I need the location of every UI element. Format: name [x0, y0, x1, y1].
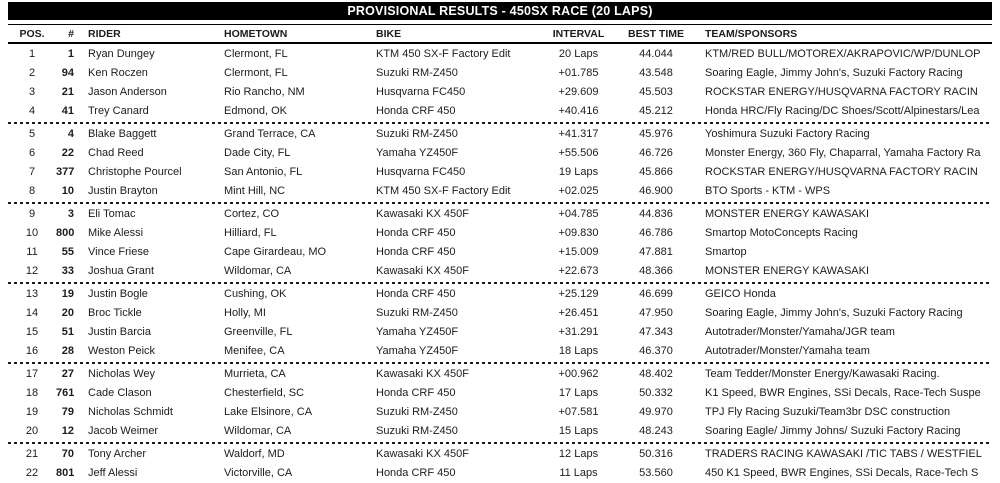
cell-team: Smartop MotoConcepts Racing [705, 227, 858, 239]
cell-number: 28 [61, 345, 74, 357]
cell-pos: 12 [25, 265, 39, 277]
cell-pos: 1 [28, 48, 36, 60]
cell-team: Soaring Eagle/ Jimmy Johns/ Suzuki Factory Racing [705, 425, 961, 437]
cell-pos: 13 [25, 288, 39, 300]
cell-number: 12 [61, 425, 74, 437]
cell-number: 21 [61, 86, 74, 98]
results-rows [8, 44, 992, 483]
cell-number: 19 [61, 288, 74, 300]
cell-team: Soaring Eagle, Jimmy John's, Suzuki Factory Racing [705, 67, 963, 79]
cell-team: ROCKSTAR ENERGY/HUSQVARNA FACTORY RACIN [705, 86, 978, 98]
cell-bike: Honda CRF 450 [376, 105, 456, 117]
cell-hometown: Wildomar, CA [224, 265, 292, 277]
cell-pos: 14 [25, 307, 39, 319]
cell-interval: 20 Laps [558, 48, 599, 60]
cell-best-time: 43.548 [639, 67, 673, 79]
cell-team: KTM/RED BULL/MOTOREX/AKRAPOVIC/WP/DUNLOP [705, 48, 981, 60]
cell-best-time: 46.699 [639, 288, 673, 300]
cell-bike: Yamaha YZ450F [376, 345, 459, 357]
cell-hometown: Menifee, CA [224, 345, 285, 357]
cell-best-time: 45.212 [639, 105, 673, 117]
table-row [8, 163, 992, 182]
cell-pos: 18 [25, 387, 39, 399]
cell-bike: Suzuki RM-Z450 [376, 67, 458, 79]
cell-rider: Jason Anderson [88, 86, 167, 98]
cell-pos: 17 [25, 368, 39, 380]
cell-number: 51 [61, 326, 74, 338]
cell-bike: Suzuki RM-Z450 [376, 128, 458, 140]
cell-interval: +41.317 [558, 128, 599, 140]
cell-pos: 4 [28, 105, 36, 117]
cell-interval: +09.830 [558, 227, 599, 239]
cell-pos: 9 [28, 208, 36, 220]
group-separator [8, 282, 992, 284]
results-sheet [0, 2, 1000, 482]
cell-team: Monster Energy, 360 Fly, Chaparral, Yamaha Factory Ra [705, 147, 981, 159]
cell-bike: Honda CRF 450 [376, 227, 456, 239]
cell-pos: 16 [25, 345, 39, 357]
cell-rider: Justin Bogle [88, 288, 148, 300]
cell-hometown: Wildomar, CA [224, 425, 292, 437]
table-row [8, 323, 992, 342]
cell-team: K1 Speed, BWR Engines, SSi Decals, Race-Tech Suspe [705, 387, 981, 399]
cell-rider: Broc Tickle [88, 307, 142, 319]
cell-best-time: 44.044 [639, 48, 673, 60]
cell-number: 801 [56, 467, 74, 479]
title-bar [8, 2, 992, 20]
cell-interval: +15.009 [558, 246, 599, 258]
cell-pos: 2 [28, 67, 36, 79]
cell-team: BTO Sports - KTM - WPS [705, 185, 831, 197]
cell-bike: Yamaha YZ450F [376, 326, 459, 338]
cell-interval: +22.673 [558, 265, 599, 277]
cell-rider: Jacob Weimer [88, 425, 159, 437]
group-separator [8, 362, 992, 364]
group-separator [8, 122, 992, 124]
cell-number: 1 [67, 48, 74, 60]
cell-bike: Honda CRF 450 [376, 387, 456, 399]
cell-rider: Vince Friese [88, 246, 149, 258]
cell-bike: Husqvarna FC450 [376, 166, 466, 178]
cell-bike: Suzuki RM-Z450 [376, 425, 458, 437]
table-row [8, 422, 992, 441]
cell-hometown: Cortez, CO [224, 208, 280, 220]
col-header-team: TEAM/SPONSORS [705, 27, 798, 40]
cell-best-time: 48.366 [639, 265, 673, 277]
table-row [8, 224, 992, 243]
table-row [8, 403, 992, 422]
cell-rider: Cade Clason [88, 387, 152, 399]
cell-team: 450 K1 Speed, BWR Engines, SSi Decals, Race-Tech S [705, 467, 979, 479]
cell-rider: Trey Canard [88, 105, 149, 117]
cell-hometown: Clermont, FL [224, 67, 288, 79]
cell-rider: Chad Reed [88, 147, 144, 159]
cell-number: 33 [61, 265, 74, 277]
cell-team: TPJ Fly Racing Suzuki/Team3br DSC construction [705, 406, 951, 418]
cell-rider: Christophe Pourcel [88, 166, 182, 178]
cell-hometown: Hilliard, FL [224, 227, 277, 239]
col-header-bike: BIKE [376, 27, 402, 40]
cell-team: Autotrader/Monster/Yamaha/JGR team [705, 326, 895, 338]
cell-number: 800 [56, 227, 74, 239]
cell-rider: Justin Barcia [88, 326, 151, 338]
group-separator [8, 202, 992, 204]
cell-hometown: Greenville, FL [224, 326, 293, 338]
col-header-interval: INTERVAL [552, 27, 605, 40]
cell-rider: Weston Peick [88, 345, 156, 357]
cell-pos: 22 [25, 467, 39, 479]
cell-interval: 11 Laps [559, 467, 598, 479]
cell-best-time: 46.370 [639, 345, 673, 357]
cell-bike: Kawasaki KX 450F [376, 208, 469, 220]
cell-team: GEICO Honda [705, 288, 776, 300]
table-row [8, 445, 992, 464]
cell-pos: 6 [28, 147, 36, 159]
table-row [8, 384, 992, 403]
cell-pos: 19 [25, 406, 39, 418]
cell-hometown: Cape Girardeau, MO [224, 246, 327, 258]
cell-hometown: Waldorf, MD [224, 448, 285, 460]
table-row [8, 365, 992, 384]
cell-bike: Husqvarna FC450 [376, 86, 466, 98]
cell-rider: Ken Roczen [88, 67, 148, 79]
cell-best-time: 49.970 [639, 406, 673, 418]
cell-interval: 12 Laps [558, 448, 599, 460]
cell-hometown: Grand Terrace, CA [224, 128, 316, 140]
cell-best-time: 46.900 [639, 185, 673, 197]
table-row [8, 243, 992, 262]
cell-best-time: 48.243 [639, 425, 673, 437]
cell-number: 22 [61, 147, 74, 159]
cell-hometown: San Antonio, FL [224, 166, 303, 178]
cell-best-time: 50.332 [639, 387, 673, 399]
cell-pos: 10 [25, 227, 39, 239]
cell-best-time: 50.316 [639, 448, 673, 460]
cell-rider: Tony Archer [88, 448, 147, 460]
cell-pos: 8 [28, 185, 36, 197]
results-table [8, 24, 992, 483]
cell-team: ROCKSTAR ENERGY/HUSQVARNA FACTORY RACIN [705, 166, 978, 178]
cell-hometown: Clermont, FL [224, 48, 288, 60]
cell-hometown: Chesterfield, SC [224, 387, 305, 399]
table-row [8, 285, 992, 304]
cell-bike: KTM 450 SX-F Factory Edit [376, 185, 511, 197]
cell-hometown: Mint Hill, NC [224, 185, 286, 197]
cell-interval: +00.962 [558, 368, 599, 380]
table-row [8, 102, 992, 121]
cell-bike: Honda CRF 450 [376, 467, 456, 479]
cell-interval: +31.291 [558, 326, 599, 338]
cell-rider: Nicholas Schmidt [88, 406, 173, 418]
cell-rider: Ryan Dungey [88, 48, 155, 60]
cell-best-time: 45.503 [639, 86, 673, 98]
cell-interval: +29.609 [558, 86, 599, 98]
cell-best-time: 47.950 [639, 307, 673, 319]
cell-team: Autotrader/Monster/Yamaha team [705, 345, 870, 357]
col-header-hometown: HOMETOWN [224, 27, 288, 40]
cell-bike: Kawasaki KX 450F [376, 265, 469, 277]
cell-number: 79 [61, 406, 74, 418]
table-row [8, 64, 992, 83]
cell-interval: 18 Laps [558, 345, 599, 357]
cell-interval: 17 Laps [558, 387, 599, 399]
cell-best-time: 45.866 [639, 166, 673, 178]
cell-hometown: Holly, MI [224, 307, 266, 319]
cell-number: 761 [56, 387, 74, 399]
cell-pos: 21 [25, 448, 39, 460]
cell-bike: Honda CRF 450 [376, 246, 456, 258]
cell-interval: 19 Laps [558, 166, 599, 178]
cell-number: 377 [56, 166, 74, 178]
cell-best-time: 48.402 [639, 368, 673, 380]
cell-team: Team Tedder/Monster Energy/Kawasaki Racing. [705, 368, 940, 380]
table-row [8, 125, 992, 144]
cell-hometown: Lake Elsinore, CA [224, 406, 313, 418]
table-row [8, 342, 992, 361]
cell-number: 27 [61, 368, 74, 380]
cell-bike: Suzuki RM-Z450 [376, 406, 458, 418]
cell-rider: Nicholas Wey [88, 368, 156, 380]
cell-bike: Kawasaki KX 450F [376, 368, 469, 380]
cell-hometown: Murrieta, CA [224, 368, 286, 380]
cell-interval: +55.506 [558, 147, 599, 159]
table-header [8, 24, 992, 44]
cell-best-time: 53.560 [639, 467, 673, 479]
group-separator [8, 442, 992, 444]
cell-bike: Kawasaki KX 450F [376, 448, 469, 460]
cell-number: 4 [67, 128, 74, 140]
cell-number: 10 [61, 185, 74, 197]
cell-team: Honda HRC/Fly Racing/DC Shoes/Scott/Alpinestars/Lea [705, 105, 980, 117]
page-title: PROVISIONAL RESULTS - 450SX RACE (20 LAPS) [347, 4, 653, 18]
cell-interval: +07.581 [558, 406, 599, 418]
cell-best-time: 46.726 [639, 147, 673, 159]
cell-interval: +26.451 [558, 307, 599, 319]
table-row [8, 182, 992, 201]
cell-hometown: Dade City, FL [224, 147, 291, 159]
cell-interval: +40.416 [558, 105, 599, 117]
cell-team: Yoshimura Suzuki Factory Racing [705, 128, 870, 140]
table-row [8, 83, 992, 102]
col-header-best-time: BEST TIME [627, 27, 684, 40]
cell-interval: +04.785 [558, 208, 599, 220]
table-row [8, 205, 992, 224]
table-row [8, 304, 992, 323]
cell-bike: Honda CRF 450 [376, 288, 456, 300]
cell-bike: KTM 450 SX-F Factory Edit [376, 48, 511, 60]
cell-hometown: Rio Rancho, NM [224, 86, 305, 98]
cell-number: 3 [67, 208, 74, 220]
cell-best-time: 46.786 [639, 227, 673, 239]
cell-pos: 3 [28, 86, 36, 98]
cell-rider: Justin Brayton [88, 185, 158, 197]
cell-rider: Eli Tomac [88, 208, 136, 220]
col-header-pos: POS. [19, 27, 45, 40]
cell-team: Smartop [705, 246, 747, 258]
cell-bike: Suzuki RM-Z450 [376, 307, 458, 319]
cell-number: 41 [61, 105, 74, 117]
table-row [8, 262, 992, 281]
cell-pos: 7 [28, 166, 36, 178]
cell-team: Soaring Eagle, Jimmy John's, Suzuki Factory Racing [705, 307, 963, 319]
cell-best-time: 47.343 [639, 326, 673, 338]
cell-best-time: 44.836 [639, 208, 673, 220]
cell-pos: 5 [28, 128, 36, 140]
table-row [8, 45, 992, 64]
cell-hometown: Edmond, OK [224, 105, 287, 117]
cell-pos: 11 [26, 246, 38, 258]
cell-rider: Blake Baggett [88, 128, 157, 140]
table-row [8, 464, 992, 483]
cell-pos: 15 [25, 326, 39, 338]
cell-hometown: Victorville, CA [224, 467, 293, 479]
cell-bike: Yamaha YZ450F [376, 147, 459, 159]
cell-rider: Joshua Grant [88, 265, 155, 277]
cell-number: 20 [61, 307, 74, 319]
cell-rider: Jeff Alessi [88, 467, 138, 479]
cell-interval: +01.785 [558, 67, 599, 79]
cell-rider: Mike Alessi [88, 227, 144, 239]
cell-number: 55 [61, 246, 74, 258]
cell-hometown: Cushing, OK [224, 288, 287, 300]
col-header-rider: RIDER [88, 27, 121, 40]
cell-best-time: 45.976 [639, 128, 673, 140]
table-row [8, 144, 992, 163]
cell-number: 70 [61, 448, 74, 460]
cell-team: MONSTER ENERGY KAWASAKI [705, 208, 870, 220]
cell-team: TRADERS RACING KAWASAKI /TIC TABS / WESTFIEL [705, 448, 982, 460]
cell-pos: 20 [25, 425, 39, 437]
cell-interval: +02.025 [558, 185, 599, 197]
cell-interval: +25.129 [558, 288, 599, 300]
cell-best-time: 47.881 [639, 246, 673, 258]
col-header-number: # [68, 27, 74, 40]
cell-team: MONSTER ENERGY KAWASAKI [705, 265, 870, 277]
cell-interval: 15 Laps [558, 425, 599, 437]
cell-number: 94 [61, 67, 74, 79]
